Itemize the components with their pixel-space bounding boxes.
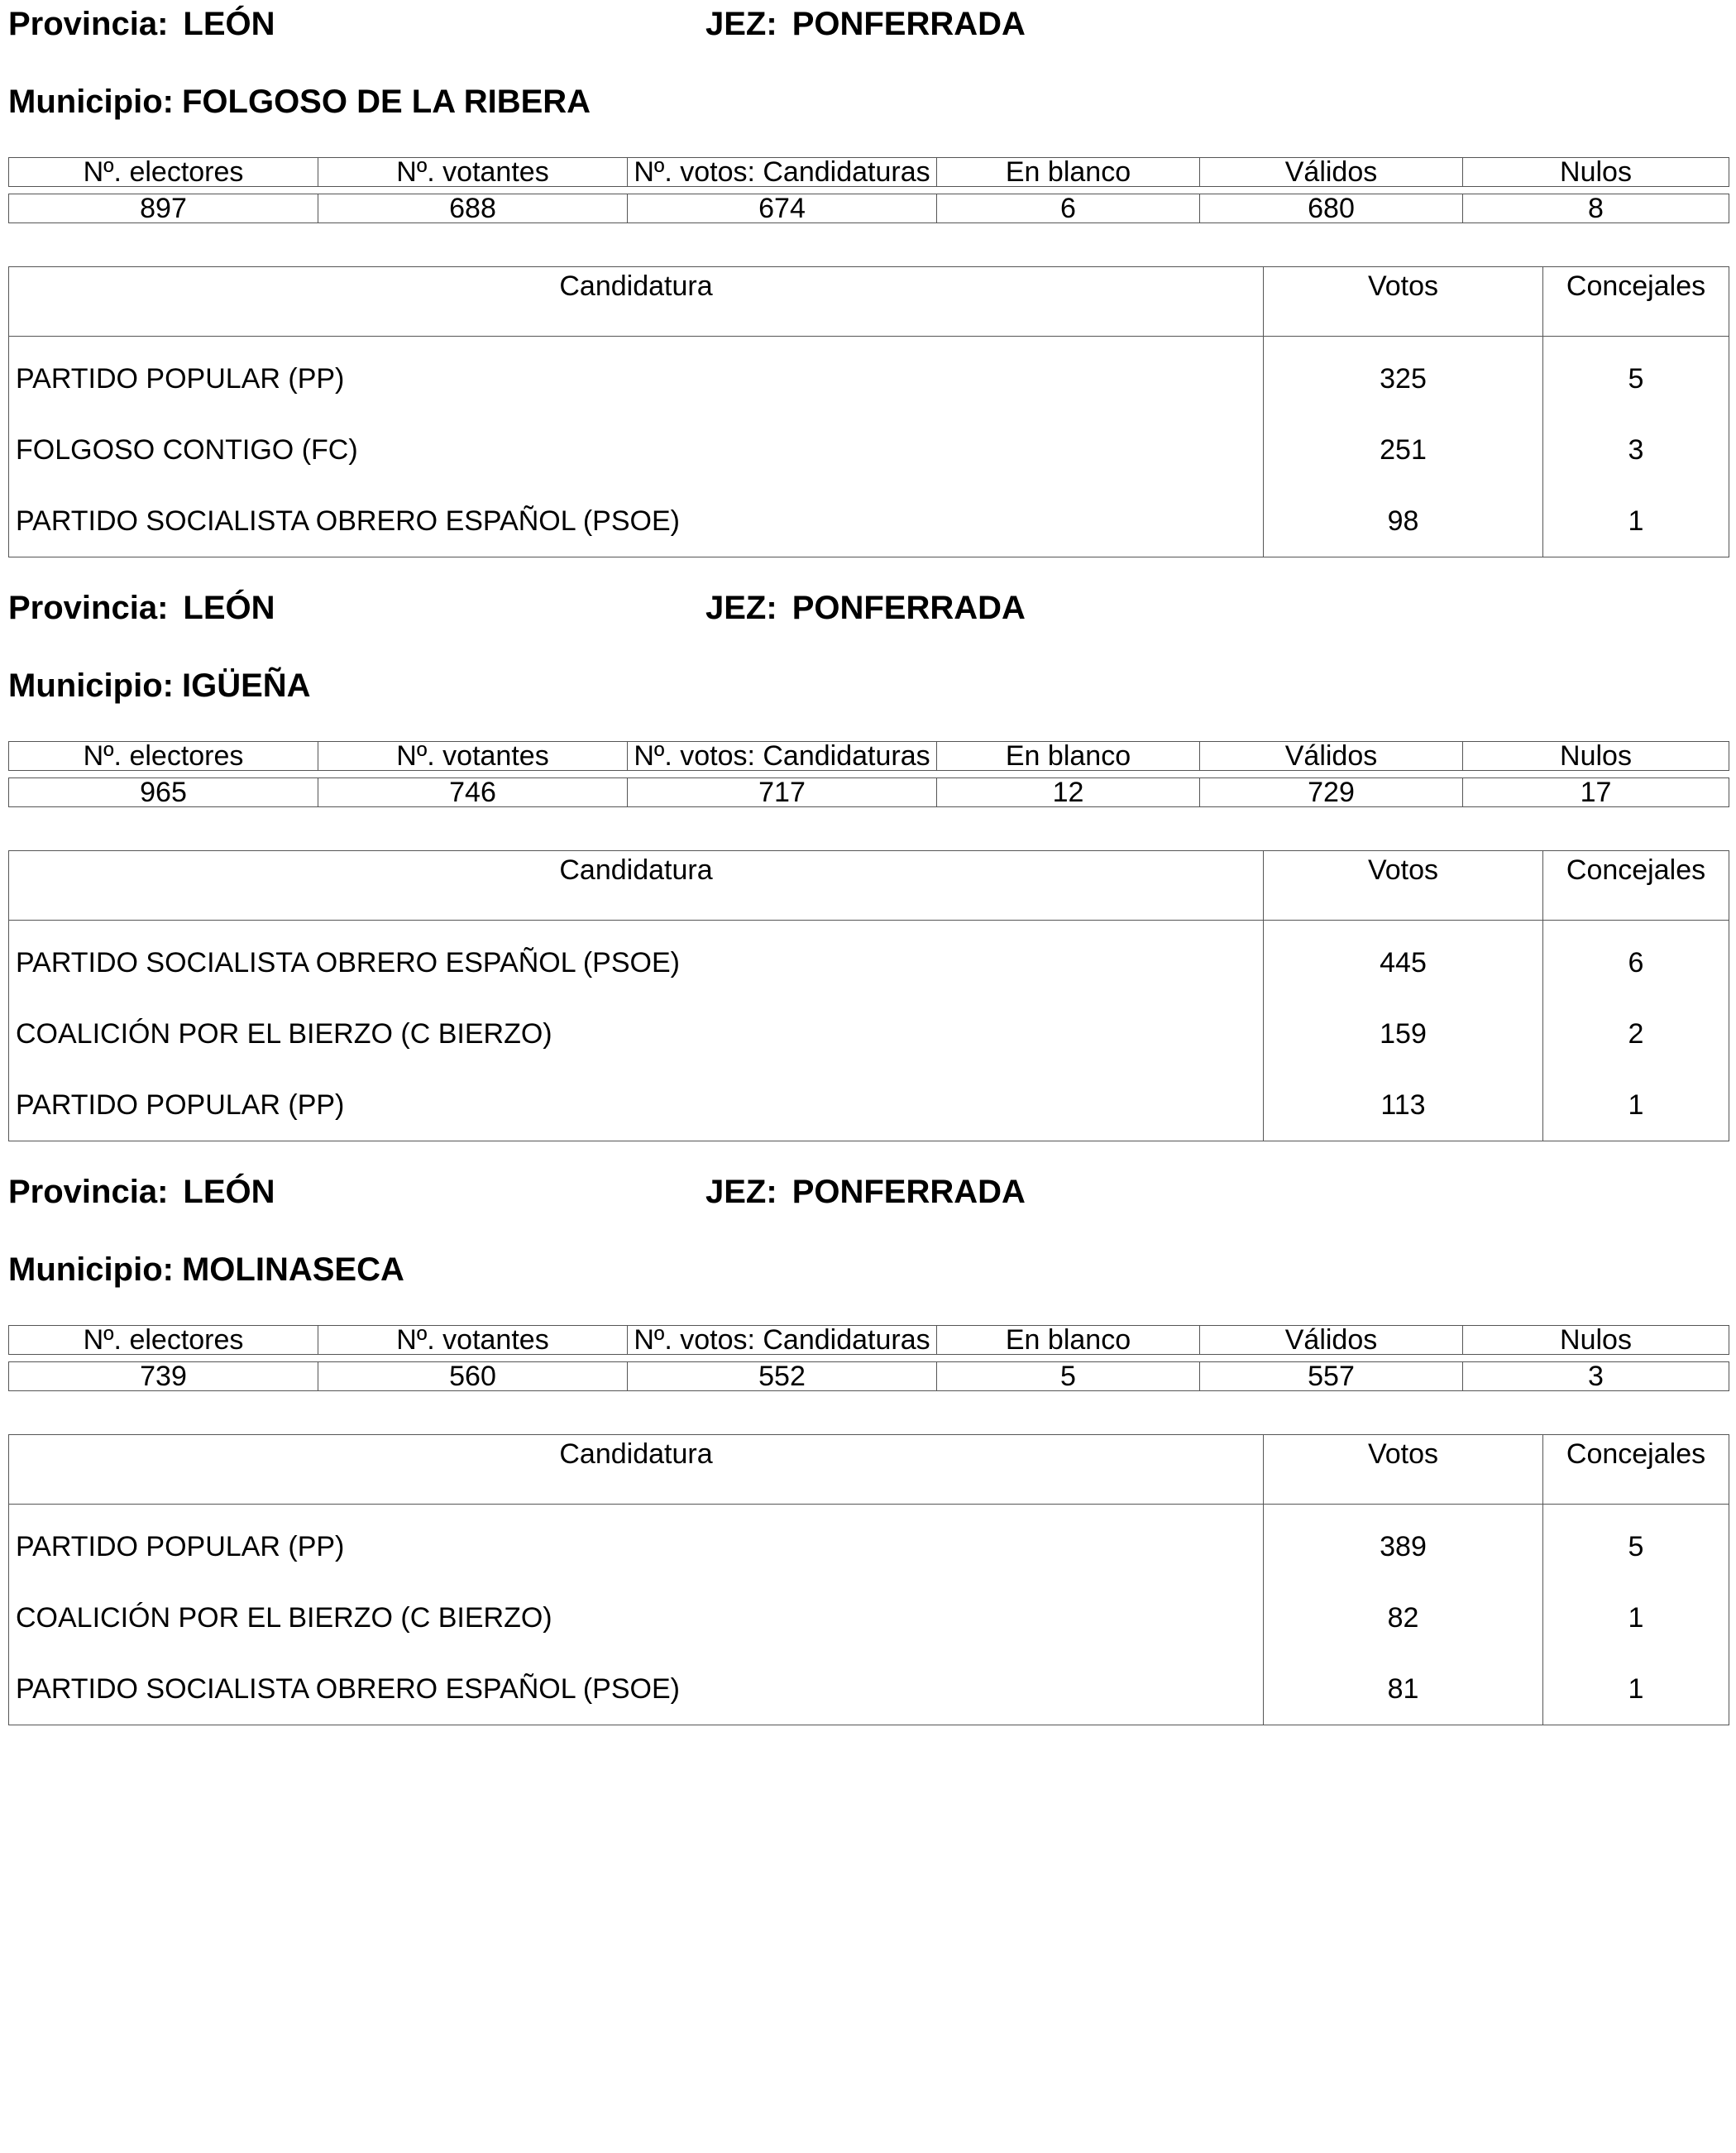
stats-header-cell: Válidos [1200, 1326, 1463, 1355]
stats-header-cell: En blanco [937, 1326, 1200, 1355]
concejales-value: 1 [1543, 1069, 1729, 1141]
stats-header-cell: Nº. electores [9, 158, 318, 187]
municipio-line [8, 1251, 404, 1289]
provincia-line [8, 5, 275, 43]
stats-value-row [9, 778, 1729, 807]
concejales-value: 1 [1543, 1582, 1729, 1653]
stats-header-cell: Nulos [1463, 1326, 1729, 1355]
stats-value-cell: 965 [9, 778, 318, 807]
stats-header-row [9, 742, 1729, 771]
stats-header-cell: Nº. votos: Candidaturas [628, 742, 937, 771]
stats-values-table [8, 777, 1729, 807]
stats-header-cell: Válidos [1200, 158, 1463, 187]
municipio-label: Municipio: [8, 84, 174, 120]
provincia-label: Provincia: [8, 590, 169, 626]
table-row [9, 1582, 1729, 1653]
stats-value-cell: 739 [9, 1362, 318, 1391]
stats-value-cell: 688 [318, 194, 628, 223]
candidatura-name: PARTIDO SOCIALISTA OBRERO ESPAÑOL (PSOE) [16, 946, 680, 978]
provincia-line [8, 589, 275, 627]
candidatura-name: PARTIDO POPULAR (PP) [16, 362, 345, 395]
candidaturas-header-row [9, 1435, 1729, 1505]
stats-value-cell: 746 [318, 778, 628, 807]
candidatura-name: COALICIÓN POR EL BIERZO (C BIERZO) [16, 1017, 552, 1050]
candidaturas-table [8, 1434, 1729, 1725]
candidatura-name: COALICIÓN POR EL BIERZO (C BIERZO) [16, 1601, 552, 1634]
votos-value: 445 [1264, 921, 1543, 999]
votos-value: 82 [1264, 1582, 1543, 1653]
stats-header-cell: Nº. electores [9, 1326, 318, 1355]
stats-header-cell: Nº. votos: Candidaturas [628, 158, 937, 187]
candidaturas-table [8, 850, 1729, 1141]
stats-table [8, 157, 1729, 187]
candidatura-name: PARTIDO SOCIALISTA OBRERO ESPAÑOL (PSOE) [16, 505, 680, 537]
table-row [9, 1505, 1729, 1583]
table-row [9, 1653, 1729, 1725]
jez-line [705, 5, 1026, 43]
municipio-line [8, 667, 311, 705]
stats-value-cell: 3 [1463, 1362, 1729, 1391]
stats-header-cell: Nº. votantes [318, 742, 628, 771]
municipio-value: MOLINASECA [181, 1251, 404, 1288]
concejales-value: 3 [1543, 414, 1729, 486]
concejales-header: Concejales [1543, 1435, 1729, 1505]
municipio-label: Municipio: [8, 667, 174, 704]
jez-value: PONFERRADA [791, 1174, 1026, 1210]
concejales-value: 6 [1543, 921, 1729, 999]
jez-value: PONFERRADA [791, 590, 1026, 626]
table-row [9, 998, 1729, 1069]
stats-header-row [9, 1326, 1729, 1355]
concejales-value: 5 [1543, 1505, 1729, 1583]
provincia-label: Provincia: [8, 1174, 169, 1210]
jez-label: JEZ: [705, 590, 777, 626]
stats-value-cell: 674 [628, 194, 937, 223]
stats-value-cell: 557 [1200, 1362, 1463, 1391]
table-row [9, 921, 1729, 999]
stats-value-cell: 17 [1463, 778, 1729, 807]
municipio-value: FOLGOSO DE LA RIBERA [181, 84, 591, 120]
candidatura-name: FOLGOSO CONTIGO (FC) [16, 433, 358, 466]
table-row [9, 414, 1729, 486]
stats-value-cell: 552 [628, 1362, 937, 1391]
votos-value: 325 [1264, 337, 1543, 415]
table-row [9, 337, 1729, 415]
candidaturas-header-row [9, 267, 1729, 337]
jez-value: PONFERRADA [791, 6, 1026, 42]
stats-header-cell: Nulos [1463, 158, 1729, 187]
municipio-line [8, 83, 591, 121]
votos-value: 98 [1264, 486, 1543, 557]
concejales-value: 5 [1543, 337, 1729, 415]
stats-value-cell: 12 [937, 778, 1200, 807]
stats-value-cell: 5 [937, 1362, 1200, 1391]
concejales-value: 1 [1543, 1653, 1729, 1725]
votos-header: Votos [1264, 1435, 1543, 1505]
candidatura-header: Candidatura [9, 267, 1264, 337]
concejales-value: 1 [1543, 486, 1729, 557]
votos-value: 159 [1264, 998, 1543, 1069]
stats-table [8, 741, 1729, 771]
stats-header-cell: En blanco [937, 742, 1200, 771]
stats-header-cell: En blanco [937, 158, 1200, 187]
stats-value-row [9, 194, 1729, 223]
municipio-value: IGÜEÑA [181, 667, 311, 704]
stats-value-cell: 717 [628, 778, 937, 807]
votos-value: 113 [1264, 1069, 1543, 1141]
municipio-label: Municipio: [8, 1251, 174, 1288]
candidatura-name: PARTIDO POPULAR (PP) [16, 1088, 345, 1121]
stats-value-cell: 8 [1463, 194, 1729, 223]
stats-header-cell: Nº. votantes [318, 1326, 628, 1355]
jez-label: JEZ: [705, 1174, 777, 1210]
stats-header-cell: Nº. votantes [318, 158, 628, 187]
table-row [9, 1069, 1729, 1141]
concejales-value: 2 [1543, 998, 1729, 1069]
votos-header: Votos [1264, 851, 1543, 921]
stats-header-cell: Nº. votos: Candidaturas [628, 1326, 937, 1355]
jez-line [705, 589, 1026, 627]
provincia-label: Provincia: [8, 6, 169, 42]
stats-header-cell: Válidos [1200, 742, 1463, 771]
stats-value-cell: 6 [937, 194, 1200, 223]
table-row [9, 486, 1729, 557]
provincia-line [8, 1173, 275, 1211]
candidatura-header: Candidatura [9, 1435, 1264, 1505]
stats-values-table [8, 1361, 1729, 1391]
stats-value-row [9, 1362, 1729, 1391]
votos-header: Votos [1264, 267, 1543, 337]
candidaturas-header-row [9, 851, 1729, 921]
votos-value: 389 [1264, 1505, 1543, 1583]
jez-label: JEZ: [705, 6, 777, 42]
stats-value-cell: 897 [9, 194, 318, 223]
stats-header-row [9, 158, 1729, 187]
provincia-value: LEÓN [183, 590, 275, 626]
concejales-header: Concejales [1543, 267, 1729, 337]
stats-value-cell: 729 [1200, 778, 1463, 807]
stats-value-cell: 560 [318, 1362, 628, 1391]
candidatura-name: PARTIDO POPULAR (PP) [16, 1530, 345, 1562]
jez-line [705, 1173, 1026, 1211]
stats-value-cell: 680 [1200, 194, 1463, 223]
provincia-value: LEÓN [183, 6, 275, 42]
candidaturas-table [8, 266, 1729, 557]
stats-header-cell: Nº. electores [9, 742, 318, 771]
votos-value: 251 [1264, 414, 1543, 486]
votos-value: 81 [1264, 1653, 1543, 1725]
stats-values-table [8, 194, 1729, 223]
candidatura-header: Candidatura [9, 851, 1264, 921]
stats-header-cell: Nulos [1463, 742, 1729, 771]
candidatura-name: PARTIDO SOCIALISTA OBRERO ESPAÑOL (PSOE) [16, 1672, 680, 1705]
provincia-value: LEÓN [183, 1174, 275, 1210]
stats-table [8, 1325, 1729, 1355]
concejales-header: Concejales [1543, 851, 1729, 921]
